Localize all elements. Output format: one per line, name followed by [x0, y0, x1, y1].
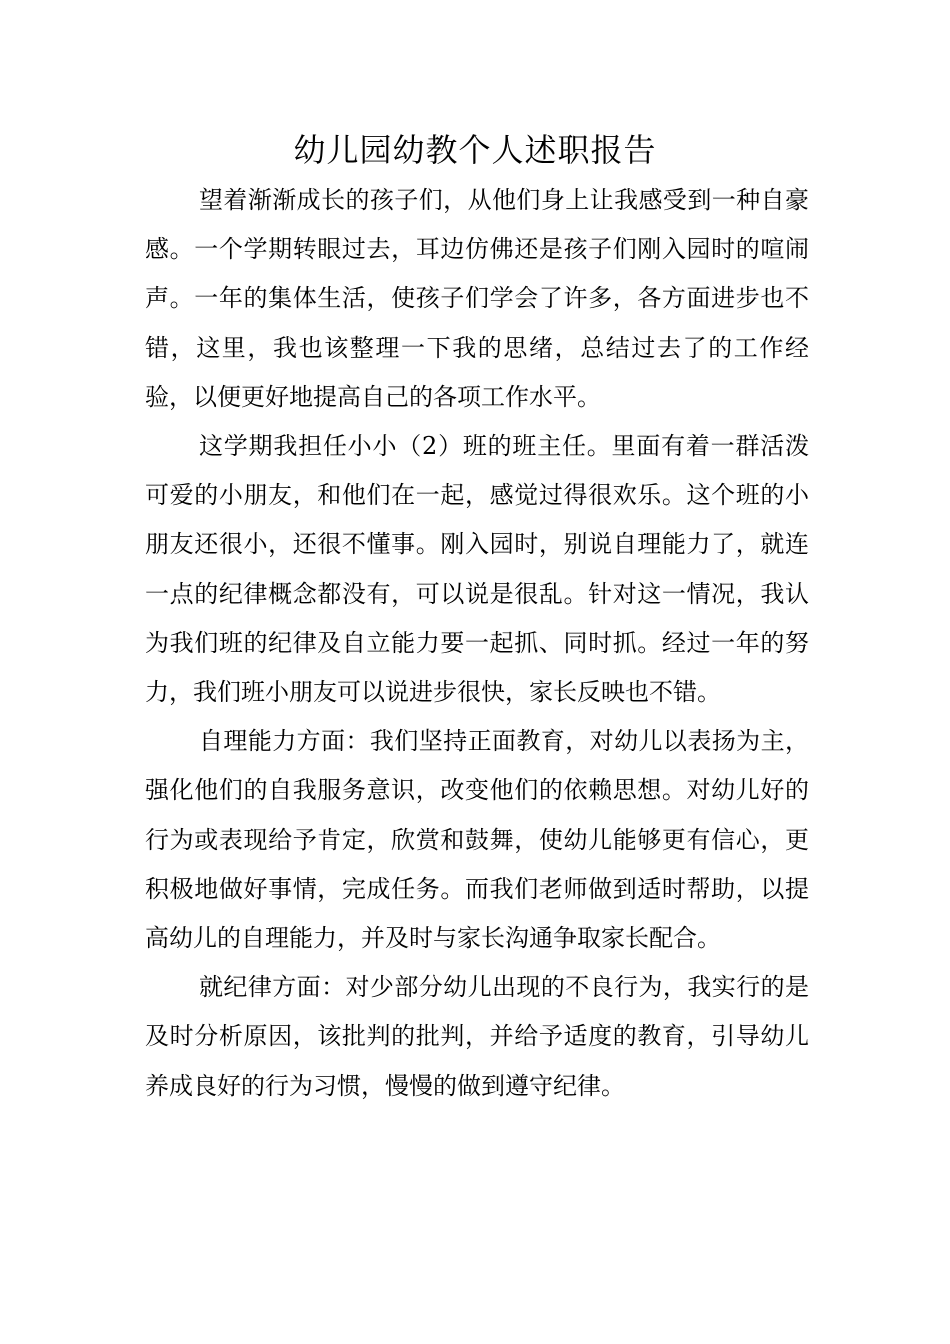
paragraph-discipline: 就纪律方面：对少部分幼儿出现的不良行为，我实行的是及时分析原因，该批判的批判，并给予适度的教育，引导幼儿养成良好的行为习惯，慢慢的做到遵守纪律。 [145, 973, 809, 1100]
paragraph-self-care: 自理能力方面：我们坚持正面教育，对幼儿以表扬为主，强化他们的自我服务意识，改变他们的依赖思想。对幼儿好的行为或表现给予肯定，欣赏和鼓舞，使幼儿能够更有信心，更积极地做好事情，完成任务。而我们老师做到适时帮助，以提高幼儿的自理能力，并及时与家长沟通争取家长配合。 [145, 727, 809, 953]
paragraph-class-teacher: 这学期我担任小小（2）班的班主任。里面有着一群活泼可爱的小朋友，和他们在一起，感觉过得很欢乐。这个班的小朋友还很小，还很不懂事。刚入园时，别说自理能力了，就连一点的纪律概念都没有，可以说是很乱。针对这一情况，我认为我们班的纪律及自立能力要一起抓、同时抓。经过一年的努力，我们班小朋友可以说进步很快，家长反映也不错。 [145, 432, 809, 707]
document-body [145, 176, 809, 1111]
document-title: 幼儿园幼教个人述职报告 [293, 131, 657, 169]
paragraph-intro: 望着渐渐成长的孩子们，从他们身上让我感受到一种自豪感。一个学期转眼过去，耳边仿佛还是孩子们刚入园时的喧闹声。一年的集体生活，使孩子们学会了许多，各方面进步也不错，这里，我也该整理一下我的思绪，总结过去了的工作经验，以便更好地提高自己的各项工作水平。 [145, 186, 809, 411]
